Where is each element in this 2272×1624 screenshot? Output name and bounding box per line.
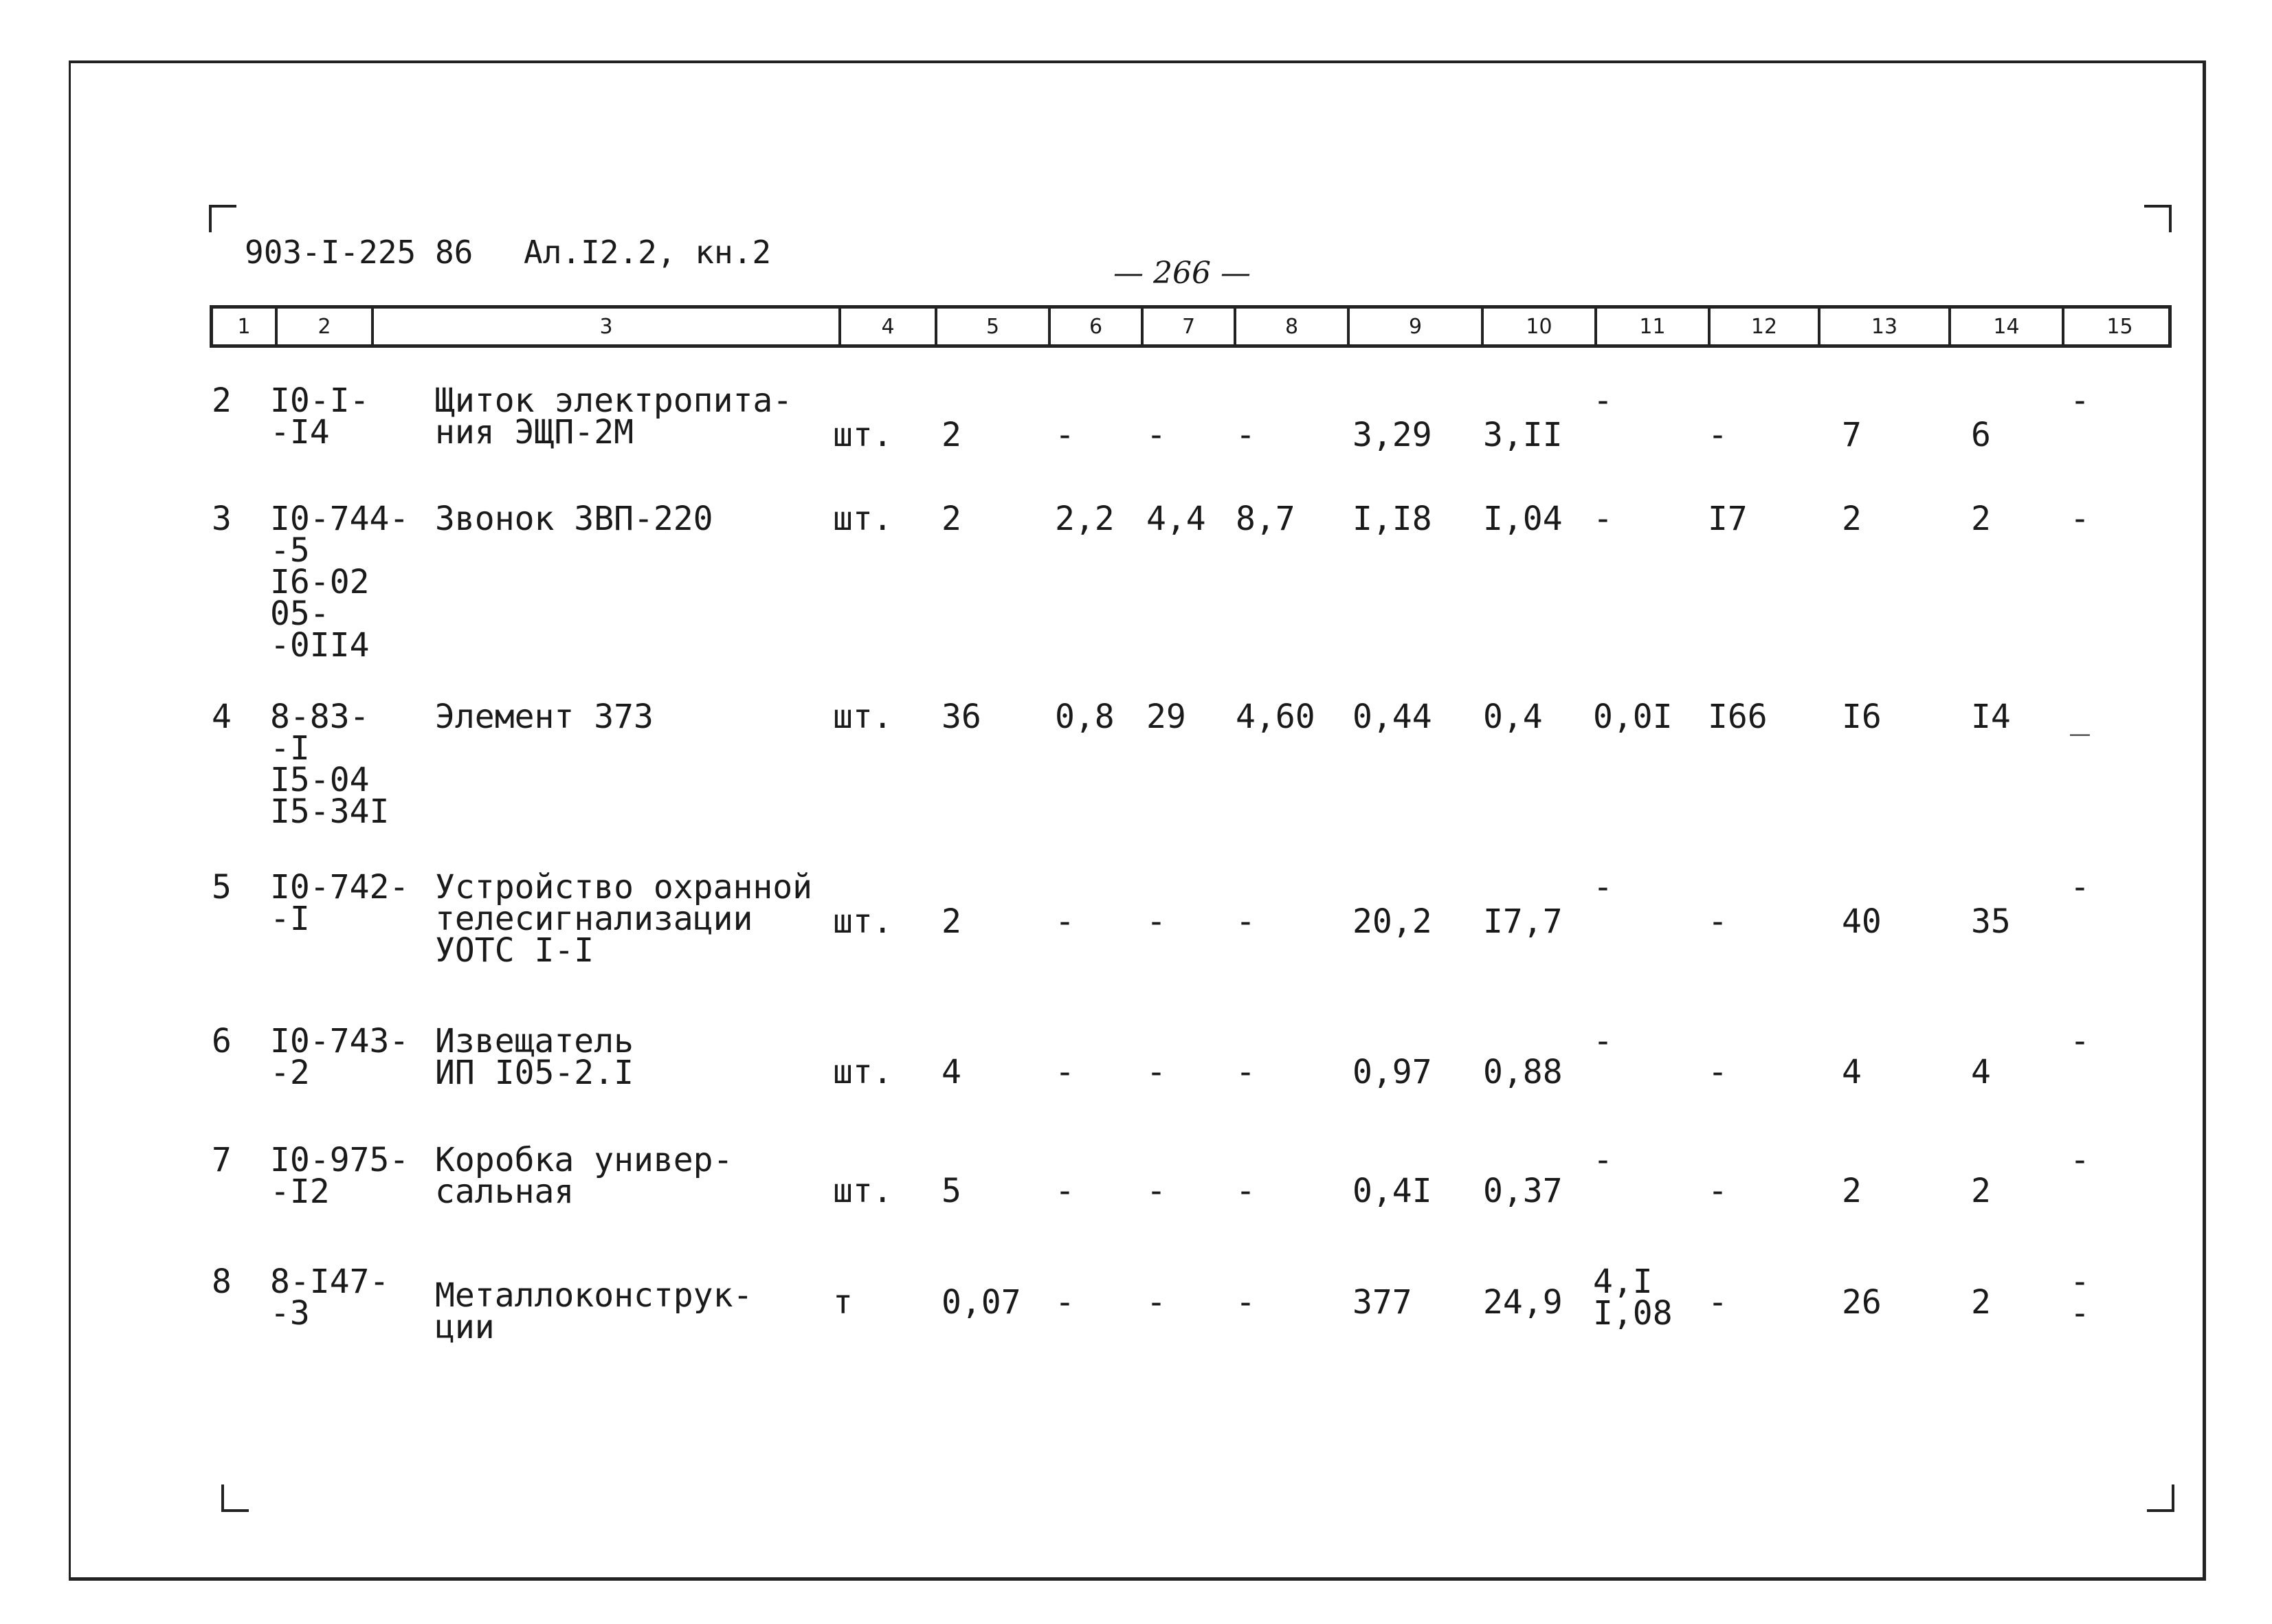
cell-col-5: 5: [942, 1172, 961, 1210]
column-number-12: 12: [1708, 309, 1818, 344]
cell-col-11: 0,0I: [1593, 698, 1673, 736]
cell-col-8: 4,60: [1236, 698, 1315, 736]
column-number-11: 11: [1594, 309, 1708, 344]
cell-col-3: Коробка универ- сальная: [435, 1141, 733, 1211]
cell-col-9: 377: [1352, 1283, 1412, 1322]
cell-col-3: Элемент 373: [435, 698, 654, 736]
cell-col-15: -: [2070, 1022, 2090, 1060]
column-number-13: 13: [1818, 309, 1948, 344]
cell-col-9: 3,29: [1352, 416, 1432, 454]
cell-col-7: -: [1146, 416, 1166, 454]
cell-col-8: -: [1236, 416, 1256, 454]
cell-col-1: 6: [212, 1022, 232, 1060]
cell-col-13: 26: [1842, 1283, 1882, 1322]
cell-col-12: -: [1708, 416, 1728, 454]
cell-col-6: -: [1055, 1283, 1075, 1322]
cell-col-9: I,I8: [1352, 500, 1432, 538]
document-reference: Ал.I2.2, кн.2: [524, 234, 772, 271]
cell-col-10: 0,37: [1483, 1172, 1563, 1210]
corner-mark-bottom-left: [221, 1484, 249, 1512]
cell-col-12: -: [1708, 1053, 1728, 1091]
cell-col-15: _: [2070, 698, 2090, 736]
cell-col-14: I4: [1971, 698, 2011, 736]
cell-col-12: -: [1708, 1172, 1728, 1210]
cell-col-14: 2: [1971, 1283, 1991, 1322]
cell-col-12: -: [1708, 902, 1728, 941]
document-code: 903-I-225 86: [245, 234, 474, 271]
cell-col-9: 0,97: [1352, 1053, 1432, 1091]
page-number: — 266 —: [1113, 256, 1251, 291]
cell-col-9: 0,4I: [1352, 1172, 1432, 1210]
cell-col-4: т: [833, 1283, 853, 1322]
column-number-2: 2: [275, 309, 371, 344]
column-number-6: 6: [1048, 309, 1141, 344]
column-number-7: 7: [1141, 309, 1234, 344]
cell-col-8: -: [1236, 902, 1256, 941]
cell-col-5: 2: [942, 416, 961, 454]
cell-col-7: -: [1146, 1053, 1166, 1091]
cell-col-13: 7: [1842, 416, 1862, 454]
cell-col-2: 8-I47- -3: [270, 1263, 390, 1333]
cell-col-13: 2: [1842, 1172, 1862, 1210]
cell-col-11: -: [1593, 868, 1613, 906]
cell-col-4: шт.: [833, 1172, 893, 1210]
cell-col-2: I0-744- -5 I6-02 05- -0II4: [270, 500, 410, 665]
cell-col-15: -: [2070, 500, 2090, 538]
cell-col-15: -: [2070, 868, 2090, 906]
cell-col-7: -: [1146, 1283, 1166, 1322]
cell-col-5: 0,07: [942, 1283, 1021, 1322]
cell-col-14: 35: [1971, 902, 2011, 941]
column-number-header: [210, 305, 2172, 348]
corner-mark-top-right: [2144, 205, 2172, 232]
corner-mark-bottom-right: [2147, 1484, 2174, 1512]
cell-col-8: -: [1236, 1172, 1256, 1210]
cell-col-15: - -: [2070, 1263, 2090, 1333]
cell-col-4: шт.: [833, 416, 893, 454]
column-number-14: 14: [1948, 309, 2062, 344]
cell-col-1: 7: [212, 1141, 232, 1179]
cell-col-6: 2,2: [1055, 500, 1115, 538]
cell-col-6: -: [1055, 902, 1075, 941]
cell-col-14: 6: [1971, 416, 1991, 454]
cell-col-5: 2: [942, 902, 961, 941]
cell-col-7: -: [1146, 1172, 1166, 1210]
cell-col-14: 2: [1971, 500, 1991, 538]
cell-col-3: Устройство охранной телесигнализации УОТС I-I: [435, 868, 813, 970]
cell-col-1: 8: [212, 1263, 232, 1301]
cell-col-2: I0-742- -I: [270, 868, 410, 938]
column-number-15: 15: [2062, 309, 2175, 344]
cell-col-2: I0-975- -I2: [270, 1141, 410, 1211]
column-number-5: 5: [935, 309, 1048, 344]
cell-col-6: -: [1055, 416, 1075, 454]
column-number-9: 9: [1347, 309, 1481, 344]
cell-col-12: I7: [1708, 500, 1748, 538]
column-number-1: 1: [237, 314, 251, 339]
cell-col-3: Щиток электропита- ния ЭЩП-2М: [435, 381, 793, 452]
cell-col-5: 2: [942, 500, 961, 538]
column-number-8: 8: [1234, 309, 1347, 344]
cell-col-10: 0,4: [1483, 698, 1543, 736]
cell-col-8: -: [1236, 1283, 1256, 1322]
cell-col-3: Звонок ЗВП-220: [435, 500, 713, 538]
cell-col-6: -: [1055, 1172, 1075, 1210]
column-number-3: 3: [371, 309, 838, 344]
cell-col-6: -: [1055, 1053, 1075, 1091]
cell-col-13: I6: [1842, 698, 1882, 736]
cell-col-14: 2: [1971, 1172, 1991, 1210]
cell-col-9: 20,2: [1352, 902, 1432, 941]
cell-col-13: 40: [1842, 902, 1882, 941]
cell-col-15: -: [2070, 1141, 2090, 1179]
cell-col-3: Металлоконструк- ции: [435, 1276, 753, 1346]
cell-col-11: 4,I I,08: [1593, 1263, 1673, 1333]
cell-col-8: 8,7: [1236, 500, 1295, 538]
cell-col-7: -: [1146, 902, 1166, 941]
cell-col-4: шт.: [833, 698, 893, 736]
cell-col-12: -: [1708, 1283, 1728, 1322]
cell-col-10: 3,II: [1483, 416, 1563, 454]
cell-col-11: -: [1593, 500, 1613, 538]
column-number-4: 4: [838, 309, 935, 344]
cell-col-7: 29: [1146, 698, 1186, 736]
corner-mark-top-left: [209, 205, 236, 232]
cell-col-10: I7,7: [1483, 902, 1563, 941]
cell-col-9: 0,44: [1352, 698, 1432, 736]
cell-col-1: 5: [212, 868, 232, 906]
cell-col-2: 8-83- -I I5-04 I5-34I: [270, 698, 390, 831]
cell-col-2: I0-743- -2: [270, 1022, 410, 1092]
column-number-10: 10: [1481, 309, 1594, 344]
cell-col-11: -: [1593, 1022, 1613, 1060]
cell-col-1: 3: [212, 500, 232, 538]
cell-col-10: 0,88: [1483, 1053, 1563, 1091]
cell-col-6: 0,8: [1055, 698, 1115, 736]
cell-col-4: шт.: [833, 902, 893, 941]
cell-col-11: -: [1593, 381, 1613, 420]
cell-col-4: шт.: [833, 500, 893, 538]
cell-col-14: 4: [1971, 1053, 1991, 1091]
cell-col-5: 36: [942, 698, 981, 736]
cell-col-3: Извещатель ИП I05-2.I: [435, 1022, 634, 1092]
cell-col-12: I66: [1708, 698, 1768, 736]
cell-col-4: шт.: [833, 1053, 893, 1091]
cell-col-13: 4: [1842, 1053, 1862, 1091]
cell-col-15: -: [2070, 381, 2090, 420]
cell-col-10: I,04: [1483, 500, 1563, 538]
cell-col-7: 4,4: [1146, 500, 1206, 538]
cell-col-10: 24,9: [1483, 1283, 1563, 1322]
cell-col-13: 2: [1842, 500, 1862, 538]
cell-col-1: 4: [212, 698, 232, 736]
cell-col-1: 2: [212, 381, 232, 420]
cell-col-11: -: [1593, 1141, 1613, 1179]
cell-col-5: 4: [942, 1053, 961, 1091]
cell-col-8: -: [1236, 1053, 1256, 1091]
cell-col-2: I0-I- -I4: [270, 381, 370, 452]
